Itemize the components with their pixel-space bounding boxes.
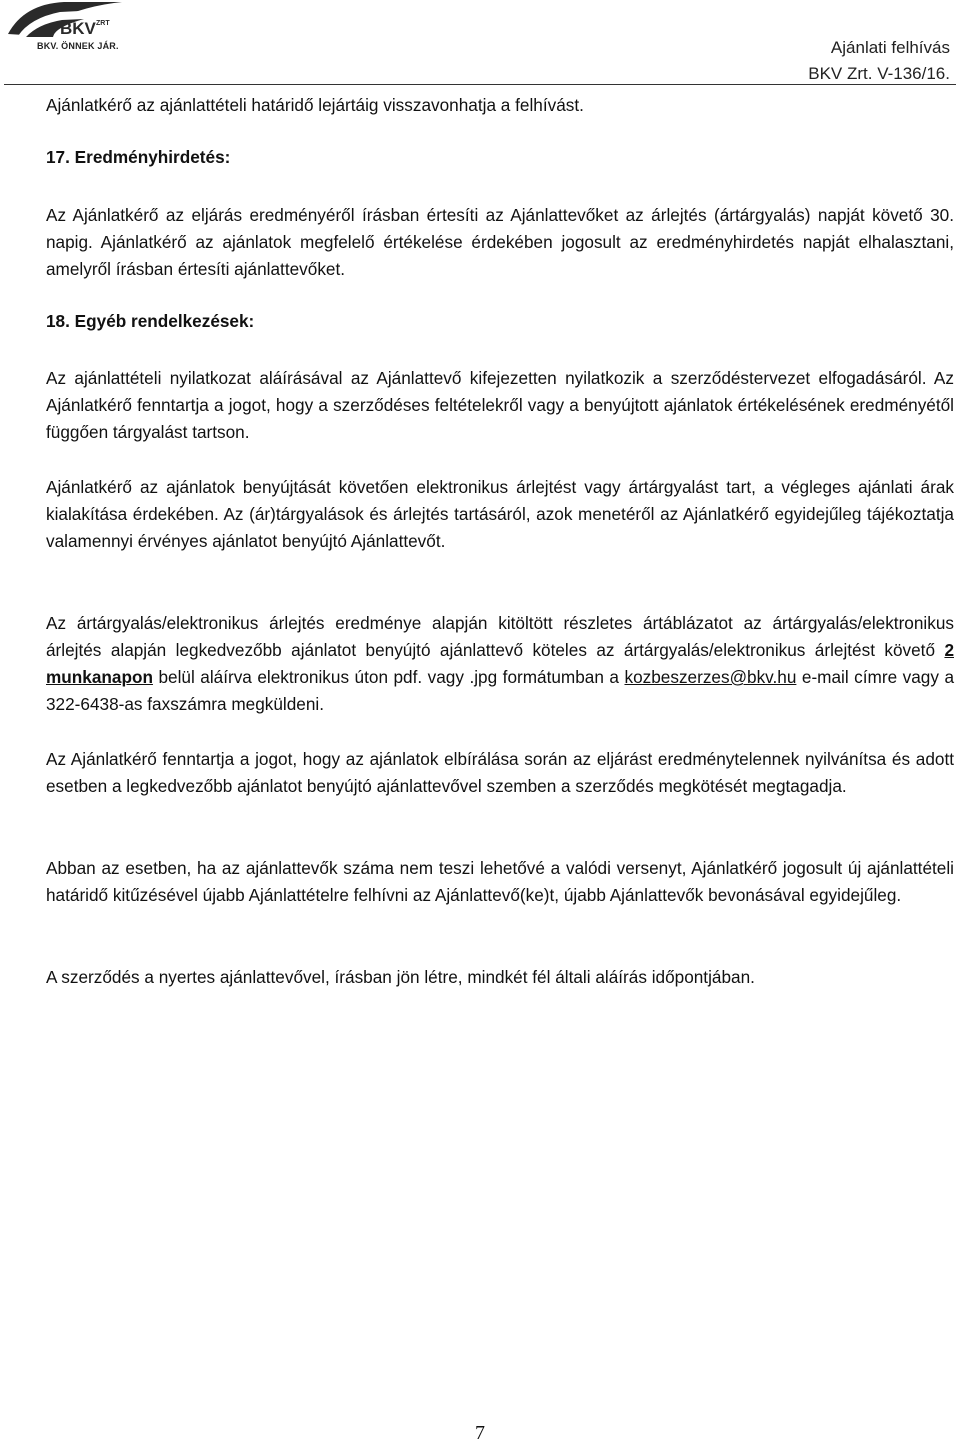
paragraph-contract-formation: A szerződés a nyertes ajánlattevővel, írásban jön létre, mindkét fél általi aláírás időpontjában. xyxy=(46,967,755,987)
email-link[interactable]: kozbeszerzes@bkv.hu xyxy=(624,667,797,687)
price-table-text-2: belül aláírva elektronikus úton pdf. vagy .jpg formátumban a xyxy=(152,667,625,687)
paragraph-auction: Ajánlatkérő az ajánlatok benyújtását követően elektronikus árlejtést vagy ártárgyalást tart, a végleges ajánlati árak kialakítása érdekében. Az (ár)tárgyalások és árlejtés tartásáról, azok menetéről az Ajánlatkérő egyidejűleg tájékoztatja valamennyi érvényes ajánlatot benyújtó Ajánlattevőt. xyxy=(46,477,954,551)
logo-sup: ZRT xyxy=(96,20,110,27)
logo-slogan: BKV. ÖNNEK JÁR. xyxy=(37,41,119,51)
paragraph-competition: Abban az esetben, ha az ajánlattevők száma nem teszi lehetővé a valódi versenyt, Ajánlatkérő jogosult új ajánlattételi határidő kitűzésével újabb Ajánlattételre felhívni az Ajánlattevő(ke)t, újabb Ajánlattevők bevonásával egyidejűleg. xyxy=(46,858,954,905)
paragraph-price-table xyxy=(46,610,954,718)
deadline-days: 2 munkanapon xyxy=(46,640,954,687)
section-heading-18: 18. Egyéb rendelkezések: xyxy=(46,311,255,331)
bkv-logo-mark-icon xyxy=(4,0,128,42)
paragraph-contract-acceptance: Az ajánlattételi nyilatkozat aláírásával az Ajánlattevő kifejezetten nyilatkozik a szerződéstervezet elfogadásáról. Az Ajánlatkérő fenntartja a jogot, hogy a szerződéses feltételekről vagy a benyújtott ajánlatok értékelésének eredményétől függően tárgyalást tartson. xyxy=(46,368,954,442)
paragraph-results: Az Ajánlatkérő az eljárás eredményéről írásban értesíti az Ajánlattevőket az árlejtés (ártárgyalás) napját követő 30. napig. Ajánlatkérő az ajánlatok megfelelő értékelése érdekében jogosult az eredményhirdetés napját elhalasztani, amelyről írásban értesíti ajánlattevőket. xyxy=(46,205,954,279)
price-table-text-3: e-mail címre vagy a 322-6438-as faxszámra megküldeni. xyxy=(46,667,954,714)
section-heading-17: 17. Eredményhirdetés: xyxy=(46,147,231,167)
header-rule xyxy=(4,84,956,85)
logo-brand: BKV xyxy=(60,19,96,38)
price-table-text-1: Az ártárgyalás/elektronikus árlejtés eredménye alapján kitöltött részletes ártáblázatot az ártárgyalás/elektronikus árlejtés alapján legkedvezőbb ajánlatot benyújtó ajánlattevő köteles az ártárgyalás/elektronikus árlejtést követő xyxy=(46,613,954,660)
paragraph-reserve-right: Az Ajánlatkérő fenntartja a jogot, hogy az ajánlatok elbírálása során az eljárást eredménytelennek nyilvánítsa és adott esetben a legkedvezőbb ajánlatot benyújtó ajánlattevővel szemben a szerződés megkötését megtagadja. xyxy=(46,749,954,796)
page-number: 7 xyxy=(475,1422,485,1444)
doc-title: Ajánlati felhívás xyxy=(830,38,950,57)
paragraph-withdrawal: Ajánlatkérő az ajánlattételi határidő lejártáig visszavonhatja a felhívást. xyxy=(46,95,584,115)
doc-reference: BKV Zrt. V-136/16. xyxy=(808,64,950,83)
bkv-logo xyxy=(4,0,128,54)
